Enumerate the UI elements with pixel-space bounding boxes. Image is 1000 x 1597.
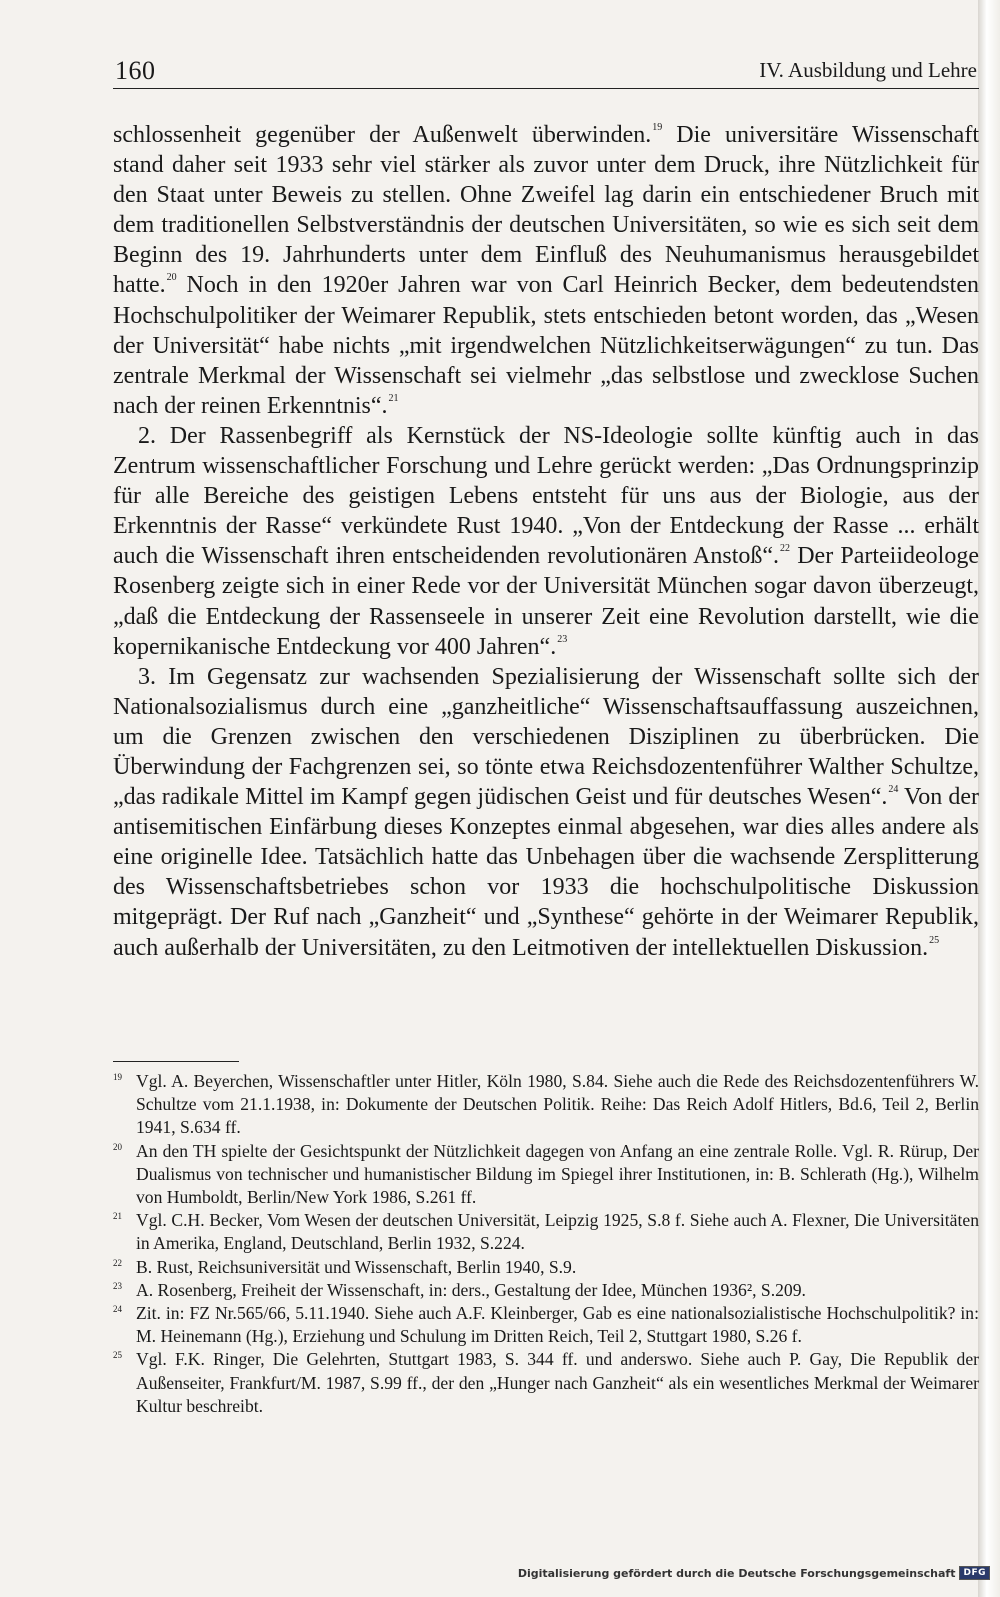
- text-run: schlossenheit gegenüber der Außenwelt überwinden.: [113, 122, 652, 148]
- footnote-ref-22[interactable]: 22: [780, 543, 791, 555]
- footnote-text: A. Rosenberg, Freiheit der Wissenschaft, in: ders., Gestaltung der Idee, München 1936², S.209.: [136, 1279, 806, 1300]
- text-run: Der Parteiideologe Rosenberg zeigte sich in einer Rede vor der Universität München sogar davon überzeugt, „daß die Entdeckung der Rassenseele in unserer Zeit eine Revolution darstellt, wie die kopernikanische Entdeckung vor 400 Jahren“.: [113, 543, 979, 660]
- footnote-number: 22: [113, 1257, 122, 1268]
- footnote-text: Vgl. C.H. Becker, Vom Wesen der deutschen Universität, Leipzig 1925, S.8 f. Siehe auch A. Flexner, Die Universitäten in Amerika, England, Deutschland, Berlin 1932, S.224.: [136, 1210, 979, 1254]
- footnotes: [113, 1070, 979, 1418]
- text-run: 2. Der Rassenbegriff als Kernstück der NS-Ideologie sollte künftig auch in das Zentrum wissenschaftlicher Forschung und Lehre gerückt werden: „Das Ordnungsprinzip für alle Bereiche des geistigen Lebens entsteht für uns aus der Biologie, aus der Erkenntnis der Rasse“ verkündete Rust 1940. „Von der Entdeckung der Rasse ... erhält auch die Wissenschaft ihren entscheidenden revolutionären Anstoß“.: [113, 422, 979, 570]
- footnote-text: B. Rust, Reichsuniversität und Wissenschaft, Berlin 1940, S.9.: [136, 1256, 577, 1277]
- footnote-number: 23: [113, 1280, 122, 1291]
- footnote-divider: [113, 1061, 239, 1062]
- footnote-number: 20: [113, 1141, 122, 1152]
- footnote-25: [113, 1348, 979, 1418]
- text-run: Noch in den 1920er Jahren war von Carl Heinrich Becker, dem bedeutendsten Hochschulpolitiker der Weimarer Republik, stets entschieden betont worden, das „Wesen der Universität“ habe nichts „mit irgendwelchen Nützlichkeitserwägungen“ zu tun. Das zentrale Merkmal der Wissenschaft sei vielmehr „das selbstlose und zwecklose Suchen nach der reinen Erkenntnis“.: [113, 272, 979, 419]
- text-run: 3. Im Gegensatz zur wachsenden Spezialisierung der Wissenschaft sollte sich der Nationalsozialismus durch eine „ganzheitliche“ Wissenschaftsauffassung auszeichnen, um die Grenzen zwischen den verschiedenen Disziplinen zu überbrücken. Die Überwindung der Fachgrenzen sei, so tönte etwa Reichsdozentenführer Walther Schultze, „das radikale Mittel im Kampf gegen jüdischen Geist und für deutsches Wesen“.: [113, 663, 979, 811]
- footnote-text: Zit. in: FZ Nr.565/66, 5.11.1940. Siehe auch A.F. Kleinberger, Gab es eine nationalsozialistische Hochschulpolitik? in: M. Heinemann (Hg.), Erziehung und Schulung im Dritten Reich, Teil 2, Stuttgart 1980, S.26 f.: [136, 1303, 979, 1347]
- footnote-number: 19: [113, 1072, 122, 1082]
- paragraph-1: [113, 120, 979, 421]
- footnote-ref-20[interactable]: 20: [166, 272, 177, 284]
- text-run: Die universitäre Wissenschaft stand daher seit 1933 sehr viel stärker als zuvor unter dem Druck, ihre Nützlichkeit für den Staat unter Beweis zu stellen. Ohne Zweifel lag darin ein entschiedener Bruch mit dem traditionellen Selbstverständnis der deutschen Universitäten, so wie es sich seit dem Beginn des 19. Jahrhunderts unter dem Einfluß des Neuhumanismus herausgebildet hatte.: [113, 122, 979, 299]
- footnote-22: [113, 1256, 979, 1279]
- footnote-21: [113, 1209, 979, 1255]
- footnote-ref-25[interactable]: 25: [929, 934, 940, 946]
- footnote-number: 24: [113, 1304, 122, 1315]
- footnote-20: [113, 1140, 979, 1210]
- footnote-number: 21: [113, 1211, 122, 1222]
- dfg-logo-icon: DFG: [959, 1566, 990, 1580]
- footnote-ref-23[interactable]: 23: [557, 633, 568, 645]
- page-header: [113, 54, 979, 89]
- footnote-23: [113, 1279, 979, 1302]
- footnote-text: An den TH spielte der Gesichtspunkt der Nützlichkeit dagegen von Anfang an eine zentrale Rolle. Vgl. R. Rürup, Der Dualismus von technischer und humanistischer Bildung im Spiegel ihrer Institutionen, in: B. Schlerath (Hg.), Wilhelm von Humboldt, Berlin/New York 1986, S.261 ff.: [136, 1140, 979, 1208]
- footnote-ref-21[interactable]: 21: [388, 392, 399, 404]
- footnote-number: 25: [113, 1350, 122, 1361]
- footnote-ref-24[interactable]: 24: [888, 784, 899, 796]
- paragraph-3: [113, 662, 979, 963]
- page-edge: [978, 0, 1000, 1597]
- footnote-text: Vgl. F.K. Ringer, Die Gelehrten, Stuttgart 1983, S. 344 ff. und anderswo. Siehe auch P. Gay, Die Republik der Außenseiter, Frankfurt/M. 1987, S.99 ff., der den „Hunger nach Ganzheit“ als ein wesentliches Merkmal der Weimarer Kultur beschreibt.: [136, 1349, 979, 1416]
- running-head: IV. Ausbildung und Lehre: [759, 58, 977, 82]
- page-number: 160: [115, 56, 156, 85]
- digitization-banner: [518, 1566, 990, 1580]
- paragraph-2: [113, 421, 979, 662]
- text-run: Von der antisemitischen Einfärbung dieses Konzeptes einmal abgesehen, war dies alles andere als eine originelle Idee. Tatsächlich hatte das Unbehagen über die wachsende Zersplitterung des Wissenschaftsbetriebes schon vor 1933 die hochschulpolitische Diskussion mitgeprägt. Der Ruf nach „Ganzheit“ und „Synthese“ gehörte in der Weimarer Republik, auch außerhalb der Universitäten, zu den Leitmotiven der intellektuellen Diskussion.: [113, 784, 979, 961]
- footnote-24: [113, 1302, 979, 1348]
- footnote-19: [113, 1070, 979, 1140]
- footnote-text: Vgl. A. Beyerchen, Wissenschaftler unter Hitler, Köln 1980, S.84. Siehe auch die Rede des Reichsdozentenführers W. Schultze vom 21.1.1938, in: Dokumente der Deutschen Politik. Reihe: Das Reich Adolf Hitlers, Bd.6, Teil 2, Berlin 1941, S.634 ff.: [136, 1071, 979, 1138]
- main-text: [113, 120, 979, 963]
- footnote-ref-19[interactable]: 19: [652, 122, 663, 133]
- banner-text: Digitalisierung gefördert durch die Deutsche Forschungsgemeinschaft: [517, 1566, 956, 1580]
